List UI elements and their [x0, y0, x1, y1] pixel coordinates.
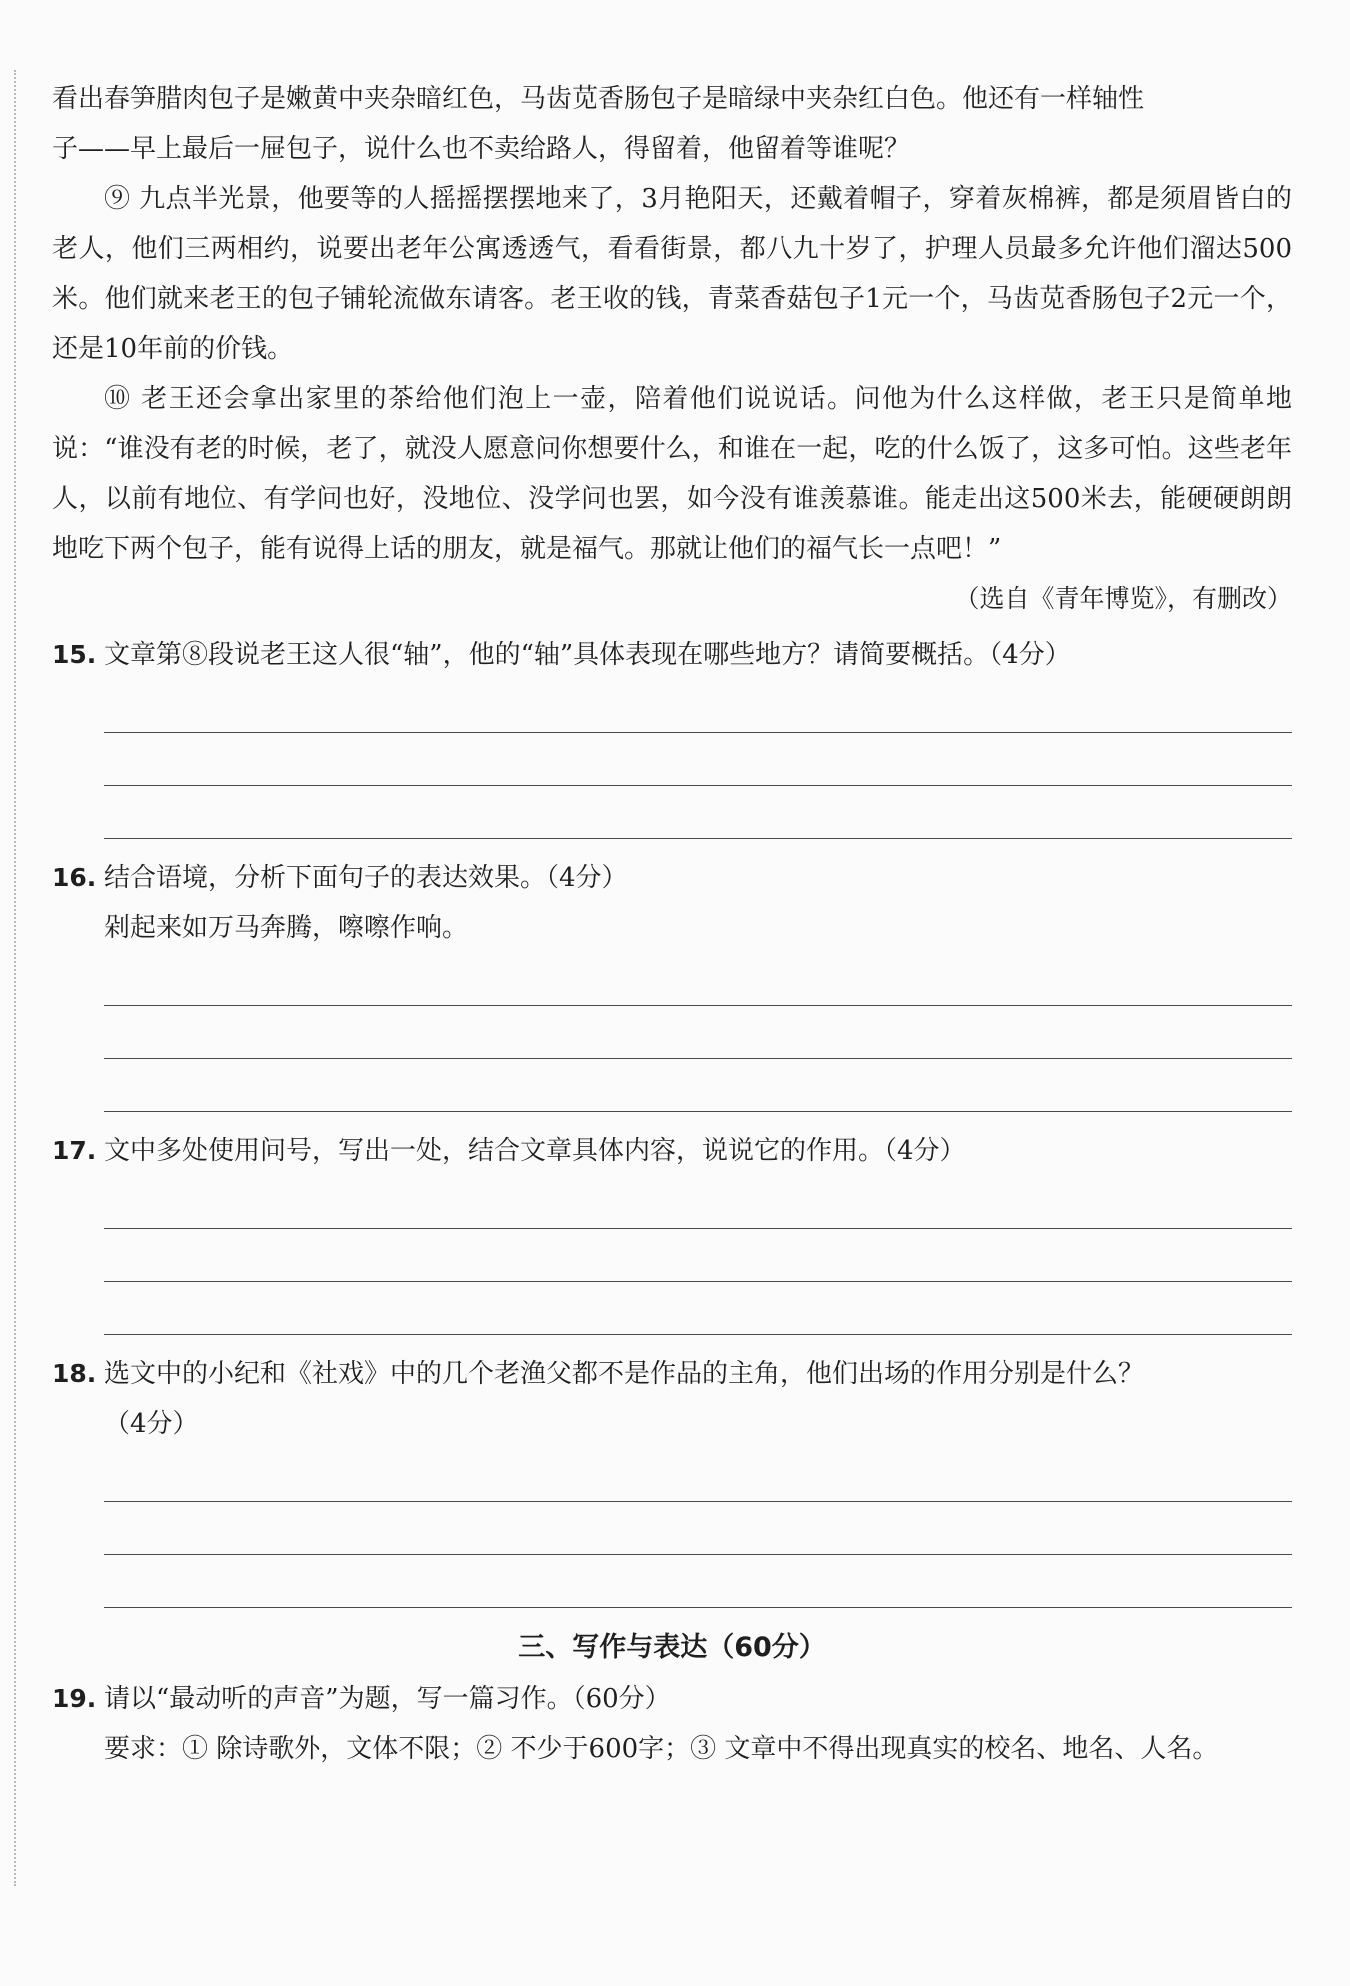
answer-line[interactable] [104, 733, 1292, 786]
question-score: （4分） [104, 1409, 199, 1439]
question-number: 19. [52, 1684, 97, 1713]
question-19 [52, 1674, 1292, 1724]
question-number: 17. [52, 1136, 97, 1165]
passage-paragraph-10: ⑩ 老王还会拿出家里的茶给他们泡上一壶，陪着他们说说话。问他为什么这样做，老王只是简单地说：“谁没有老的时候，老了，就没人愿意问你想要什么，和谁在一起，吃的什么饭了，这多可怕。这些老年人，以前有地位、有学问也好，没地位、没学问也罢，如今没有谁羡慕谁。能走出这500米去，能硬硬朗朗地吃下两个包子，能有说得上话的朋友，就是福气。那就让他们的福气长一点吧！” [52, 384, 1292, 564]
question-text: 结合语境，分析下面句子的表达效果。（4分） [104, 863, 628, 893]
answer-line[interactable] [104, 1176, 1292, 1229]
question-number: 15. [52, 640, 97, 669]
passage-paragraph-8-tail [52, 74, 1292, 174]
question-text: 文章第⑧段说老王这人很“轴”，他的“轴”具体表现在哪些地方？请简要概括。（4分） [104, 640, 1071, 670]
question-text: 请以“最动听的声音”为题，写一篇习作。（60分） [104, 1684, 671, 1714]
question-text: 选文中的小纪和《社戏》中的几个老渔父都不是作品的主角，他们出场的作用分别是什么？ [104, 1359, 1145, 1389]
question-number: 16. [52, 863, 97, 892]
answer-area-18[interactable] [52, 1449, 1292, 1608]
answer-line[interactable] [104, 1555, 1292, 1608]
p8-line1: 看出春笋腊肉包子是嫩黄中夹杂暗红色，马齿苋香肠包子是暗绿中夹杂红白色。他还有一样轴性 [52, 84, 1145, 114]
passage-source: （选自《青年博览》，有删改） [954, 584, 1292, 613]
answer-area-15[interactable] [52, 680, 1292, 839]
exam-page [52, 74, 1292, 1774]
answer-line[interactable] [104, 1282, 1292, 1335]
answer-line[interactable] [104, 1059, 1292, 1112]
question-text: 文中多处使用问号，写出一处，结合文章具体内容，说说它的作用。（4分） [104, 1136, 966, 1166]
binding-margin-line [14, 70, 16, 1886]
quoted-sentence: 剁起来如万马奔腾，嚓嚓作响。 [104, 913, 469, 943]
section-title: 三、写作与表达（60分） [518, 1632, 826, 1663]
question-16 [52, 853, 1292, 1112]
question-18 [52, 1349, 1292, 1608]
answer-area-16[interactable] [52, 953, 1292, 1112]
p8-line2: 子——早上最后一屉包子，说什么也不卖给路人，得留着，他留着等谁呢？ [52, 134, 911, 164]
question-17 [52, 1126, 1292, 1335]
answer-line[interactable] [104, 1502, 1292, 1555]
question-15 [52, 630, 1292, 839]
writing-requirements: 要求：① 除诗歌外，文体不限；② 不少于600字；③ 文章中不得出现真实的校名、地名、人名。 [104, 1734, 1219, 1764]
answer-line[interactable] [104, 786, 1292, 839]
answer-line[interactable] [104, 680, 1292, 733]
question-number: 18. [52, 1359, 97, 1388]
passage-paragraph-9: ⑨ 九点半光景，他要等的人摇摇摆摆地来了，3月艳阳天，还戴着帽子，穿着灰棉裤，都是须眉皆白的老人，他们三两相约，说要出老年公寓透透气，看看街景，都八九十岁了，护理人员最多允许他们溜达500米。他们就来老王的包子铺轮流做东请客。老王收的钱，青菜香菇包子1元一个，马齿苋香肠包子2元一个，还是10年前的价钱。 [52, 184, 1292, 364]
answer-area-17[interactable] [52, 1176, 1292, 1335]
answer-line[interactable] [104, 953, 1292, 1006]
answer-line[interactable] [104, 1006, 1292, 1059]
answer-line[interactable] [104, 1229, 1292, 1282]
answer-line[interactable] [104, 1449, 1292, 1502]
